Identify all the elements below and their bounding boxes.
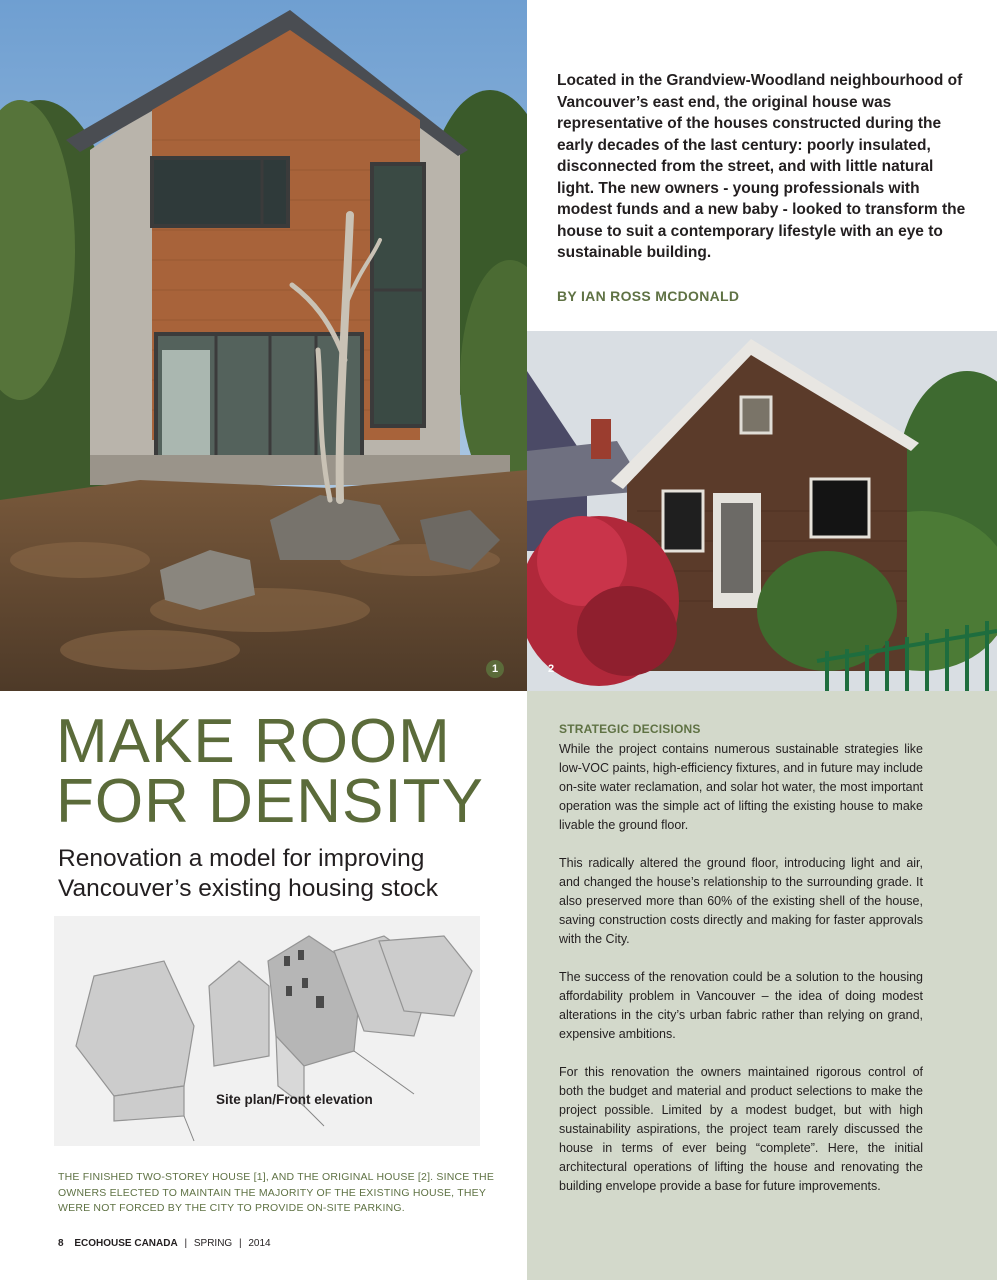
issue-season: SPRING <box>193 1238 233 1249</box>
page-footer: 8 ECOHOUSE CANADA | SPRING | 2014 <box>58 1238 271 1249</box>
diagram-label: Site plan/Front elevation <box>216 1092 373 1107</box>
magazine-name: ECOHOUSE CANADA <box>74 1238 178 1249</box>
section-heading: STRATEGIC DECISIONS <box>559 722 701 736</box>
headline-line-1: MAKE ROOM <box>56 707 451 776</box>
article-paragraph-3: The success of the renovation could be a solution to the housing affordability problem in Vancouver – the idea of doing modest alterations in the city’s urban fabric rather than relying on grand, expensive ambitions. <box>559 970 923 1041</box>
photo-finished-house <box>0 0 527 691</box>
article-paragraph-4: For this renovation the owners maintained rigorous control of both the budget and material and product selections to make the project possible. Limited by a modest budget, but with high sustainability aspirations, the project team rarely discussed the house in terms of ever being “complete”. Here, the initial architectural operations of lifting the house and renovating the building envelope provide a base for future improvements. <box>559 1065 923 1193</box>
headline-line-2: FOR DENSITY <box>56 767 484 836</box>
subheadline: Renovation a model for improving Vancouver’s existing housing stock <box>58 845 438 902</box>
photo-caption: THE FINISHED TWO-STOREY HOUSE [1], AND THE ORIGINAL HOUSE [2]. SINCE THE OWNERS ELECTED TO MAINTAIN THE MAJORITY OF THE EXISTING HOUSE, THEY WERE NOT FORCED BY THE CITY TO PROVIDE ON-SITE PARKING. <box>58 1171 495 1214</box>
article-paragraph-1: While the project contains numerous sustainable strategies like low-VOC paints, high-efficiency fixtures, and in future may include on-site water reclamation, and solar hot water, the most important operation was the simple act of lifting the existing house to make livable the ground floor. <box>559 742 923 832</box>
site-plan-diagram <box>54 916 480 1146</box>
intro-paragraph: Located in the Grandview-Woodland neighbourhood of Vancouver’s east end, the original house was representative of the houses constructed during the early decades of the last century: poorly insulated, disconnected from the street, and with little natural light. The new owners - young professionals with modest funds and a new baby - looked to transform the house to suit a contemporary lifestyle with an eye to sustainable building. <box>557 72 966 261</box>
byline: BY IAN ROSS MCDONALD <box>557 288 740 304</box>
photo-1-number: 1 <box>486 660 504 678</box>
page-number: 8 <box>58 1238 64 1249</box>
photo-2-number: 2 <box>547 663 555 675</box>
article-paragraph-2: This radically altered the ground floor, introducing light and air, and changed the house’s relationship to the surrounding grade. It also preserved more than 60% of the existing shell of the house, saving construction costs directly and making for faster approvals with the City. <box>559 856 923 946</box>
issue-year: 2014 <box>248 1238 271 1249</box>
headline <box>56 707 516 836</box>
photo-original-house <box>527 331 997 691</box>
